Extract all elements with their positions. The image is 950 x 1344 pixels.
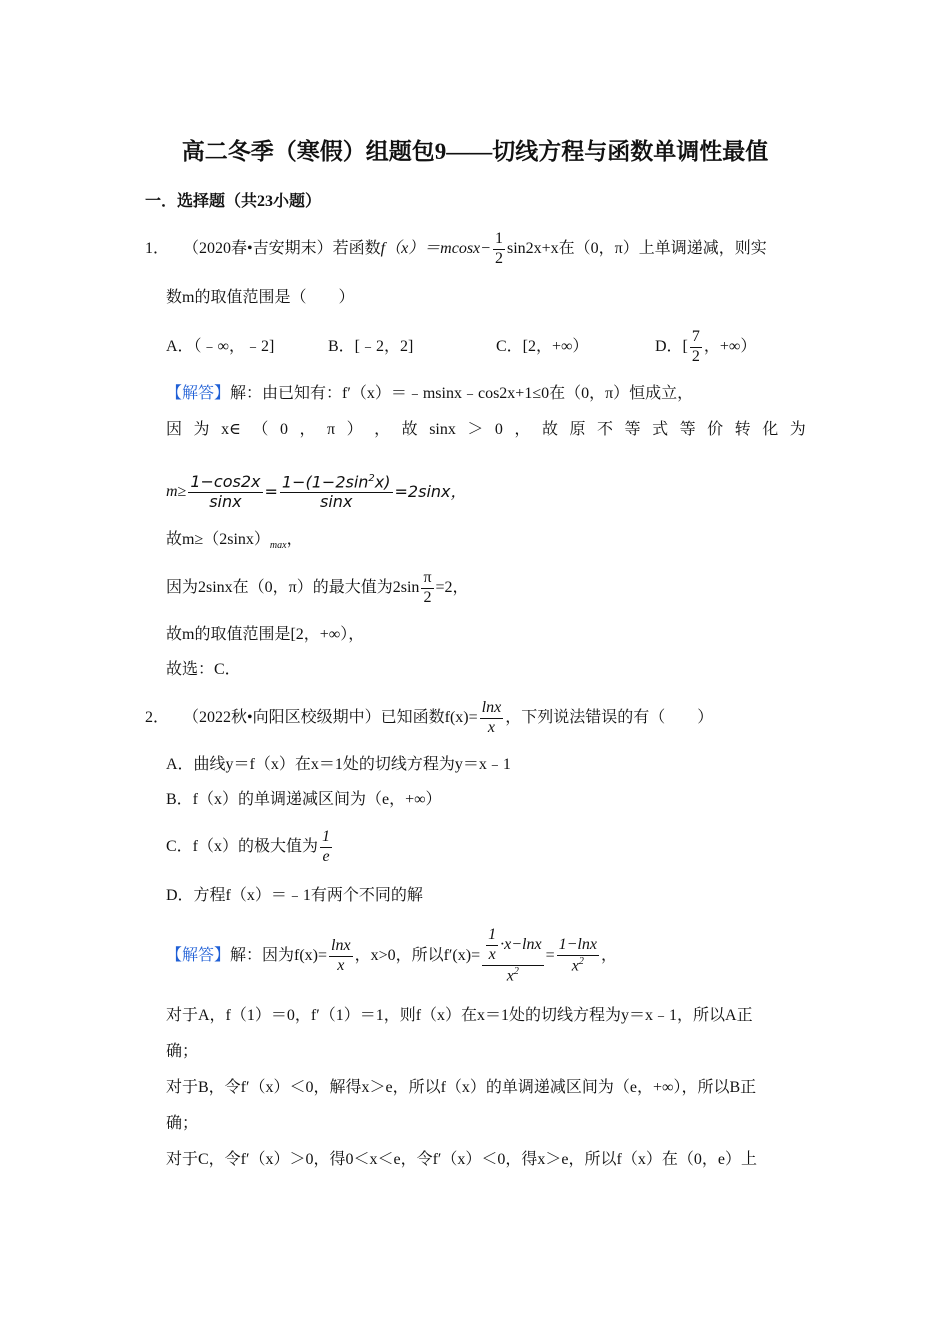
fraction bbox=[329, 938, 353, 975]
section-heading: 一．选择题（共23小题） bbox=[145, 193, 322, 210]
solution-word: 化 bbox=[762, 421, 779, 438]
option-d-suffix: ，+∞） bbox=[703, 338, 757, 355]
numerator-part: ·x−lnx bbox=[500, 936, 542, 954]
inequality-tail: =2sinx， bbox=[394, 482, 467, 501]
solution-word: ＞ bbox=[467, 421, 484, 438]
inequality-lead: m≥ bbox=[166, 483, 187, 500]
solution-word: 故 bbox=[401, 421, 418, 438]
option-a: A．（﹣∞，﹣2] bbox=[166, 338, 275, 355]
question-number: 2． bbox=[145, 709, 170, 726]
fraction bbox=[482, 927, 543, 985]
answer-2-line-b2: 确； bbox=[166, 1115, 199, 1132]
answer-1-line1 bbox=[166, 384, 693, 404]
denominator bbox=[505, 966, 521, 985]
denominator: x bbox=[337, 956, 345, 974]
solution-word: （ bbox=[252, 421, 269, 438]
option-b: B．[﹣2，2] bbox=[328, 338, 414, 355]
fraction bbox=[421, 570, 433, 607]
numerator-part: 1−(1−2sin bbox=[281, 471, 369, 491]
solution-text: 解：由已知有：f′（x）＝﹣msinx﹣cos2x+1≤0在（0，π）恒成立， bbox=[230, 385, 694, 402]
answer-1-line4 bbox=[166, 530, 303, 556]
solution-word: π bbox=[327, 421, 336, 438]
solution-word: 价 bbox=[707, 421, 724, 438]
question-1-stem-line2: 数m的取值范围是（ ） bbox=[166, 289, 355, 306]
answer-2-line-b1: 对于B，令f′（x）＜0，解得x＞e，所以f（x）的单调递减区间为（e，+∞），所以B正 bbox=[166, 1079, 757, 1096]
page-title: 高二冬季（寒假）组题包9——切线方程与函数单调性最值 bbox=[181, 139, 769, 164]
solution-text: ，x>0，所以f′(x)= bbox=[354, 947, 481, 964]
fraction bbox=[320, 829, 332, 866]
option-c-text: C．f（x）的极大值为 bbox=[166, 838, 319, 855]
subscript: max bbox=[269, 540, 287, 552]
denominator: e bbox=[322, 847, 330, 865]
solution-word: 0 bbox=[494, 421, 503, 438]
option-d: D．方程f（x）＝﹣1有两个不同的解 bbox=[166, 887, 423, 904]
answer-1-inequality bbox=[166, 470, 467, 514]
numerator: 1 bbox=[320, 829, 332, 848]
answer-1-line7: 故选：C． bbox=[166, 661, 241, 678]
numerator: 1 bbox=[486, 927, 498, 946]
numerator: lnx bbox=[329, 938, 353, 957]
numerator: lnx bbox=[480, 700, 504, 719]
option-d bbox=[655, 329, 756, 366]
denominator-part: x bbox=[506, 967, 514, 985]
stem-text: （2022秋•向阳区校级期中）已知函数f(x)= bbox=[183, 709, 478, 726]
solution-text: ， bbox=[600, 947, 617, 964]
question-1-stem bbox=[145, 229, 767, 267]
fraction bbox=[480, 700, 504, 737]
answer-1-line6: 故m的取值范围是[2，+∞）， bbox=[166, 626, 365, 643]
denominator: 2 bbox=[423, 588, 432, 606]
solution-word: 故 bbox=[541, 421, 558, 438]
equals-sign: = bbox=[545, 947, 555, 964]
solution-word: 转 bbox=[734, 421, 751, 438]
superscript: 2 bbox=[513, 965, 519, 977]
denominator-part: x bbox=[571, 957, 579, 975]
answer-2-line-c1: 对于C，令f′（x）＞0，得0＜x＜e，令f′（x）＜0，得x＞e，所以f（x）在（0，e）上 bbox=[166, 1151, 757, 1168]
option-a: A．曲线y＝f（x）在x＝1处的切线方程为y＝x﹣1 bbox=[166, 756, 511, 773]
answer-2-line-a2: 确； bbox=[166, 1043, 199, 1060]
answer-tag: 【解答】 bbox=[166, 385, 231, 402]
fraction bbox=[690, 329, 702, 366]
solution-word: ， bbox=[374, 421, 391, 438]
question-number: 1． bbox=[145, 240, 170, 257]
superscript: 2 bbox=[368, 472, 375, 484]
numerator: 1 bbox=[493, 231, 505, 250]
numerator bbox=[482, 927, 543, 966]
numerator-part: x) bbox=[374, 471, 391, 491]
stem-tail: sin2x+x在（0，π）上单调递减，则实 bbox=[506, 240, 767, 257]
question-2-stem bbox=[145, 696, 713, 740]
option-c bbox=[166, 826, 334, 868]
numerator: 1−cos2x bbox=[190, 471, 261, 491]
question-source: （2020春•吉安期末）若函数 bbox=[183, 240, 381, 257]
denominator: sinx bbox=[209, 491, 242, 511]
denominator: x bbox=[488, 945, 496, 963]
solution-word: 为 bbox=[193, 421, 210, 438]
solution-word: 等 bbox=[679, 421, 696, 438]
solution-text: ， bbox=[286, 531, 303, 548]
fraction bbox=[557, 937, 599, 975]
solution-word: 原 bbox=[569, 421, 586, 438]
solution-word: 等 bbox=[624, 421, 641, 438]
solution-word: 不 bbox=[597, 421, 614, 438]
answer-1-line2 bbox=[166, 420, 806, 440]
denominator: sinx bbox=[320, 491, 353, 511]
solution-text: 故m≥（2sinx） bbox=[166, 531, 270, 548]
denominator: x bbox=[487, 718, 495, 736]
answer-tag: 【解答】 bbox=[166, 947, 231, 964]
question-1-options bbox=[166, 327, 757, 365]
option-d-prefix: D．[ bbox=[655, 338, 688, 355]
numerator: π bbox=[421, 570, 433, 589]
stem-text: ，下列说法错误的有（ ） bbox=[505, 709, 714, 726]
option-c: C．[2，+∞） bbox=[496, 338, 589, 355]
fraction bbox=[486, 927, 498, 964]
answer-2-line-a1: 对于A，f（1）＝0，f′（1）＝1，则f（x）在x＝1处的切线方程为y＝x﹣1，所以A正 bbox=[166, 1007, 753, 1024]
function-expression: f（x）＝mcosx− bbox=[380, 240, 491, 257]
numerator: 1−lnx bbox=[557, 937, 599, 956]
fraction bbox=[188, 471, 262, 511]
solution-word: x∈ bbox=[221, 421, 241, 438]
option-b: B．f（x）的单调递减区间为（e，+∞） bbox=[166, 791, 442, 808]
solution-word: 式 bbox=[652, 421, 669, 438]
answer-1-line5 bbox=[166, 568, 469, 608]
numerator: 7 bbox=[690, 329, 702, 348]
solution-text: 解：因为f(x)= bbox=[230, 947, 328, 964]
solution-word: ， bbox=[299, 421, 316, 438]
solution-text: =2， bbox=[435, 579, 469, 596]
denominator: 2 bbox=[691, 347, 700, 365]
equals-sign: = bbox=[264, 482, 278, 501]
numerator bbox=[280, 471, 393, 493]
solution-word: 为 bbox=[789, 421, 806, 438]
fraction bbox=[493, 231, 505, 268]
solution-word: ） bbox=[346, 421, 363, 438]
solution-word: sinx bbox=[429, 421, 456, 438]
denominator bbox=[570, 956, 586, 975]
denominator: 2 bbox=[494, 249, 503, 267]
solution-text: 因为2sinx在（0，π）的最大值为2sin bbox=[166, 579, 420, 596]
solution-word: ， bbox=[514, 421, 531, 438]
answer-2-line1 bbox=[166, 924, 617, 988]
fraction bbox=[280, 471, 393, 511]
solution-word: 因 bbox=[166, 421, 183, 438]
solution-word: 0 bbox=[279, 421, 288, 438]
superscript: 2 bbox=[578, 955, 584, 967]
